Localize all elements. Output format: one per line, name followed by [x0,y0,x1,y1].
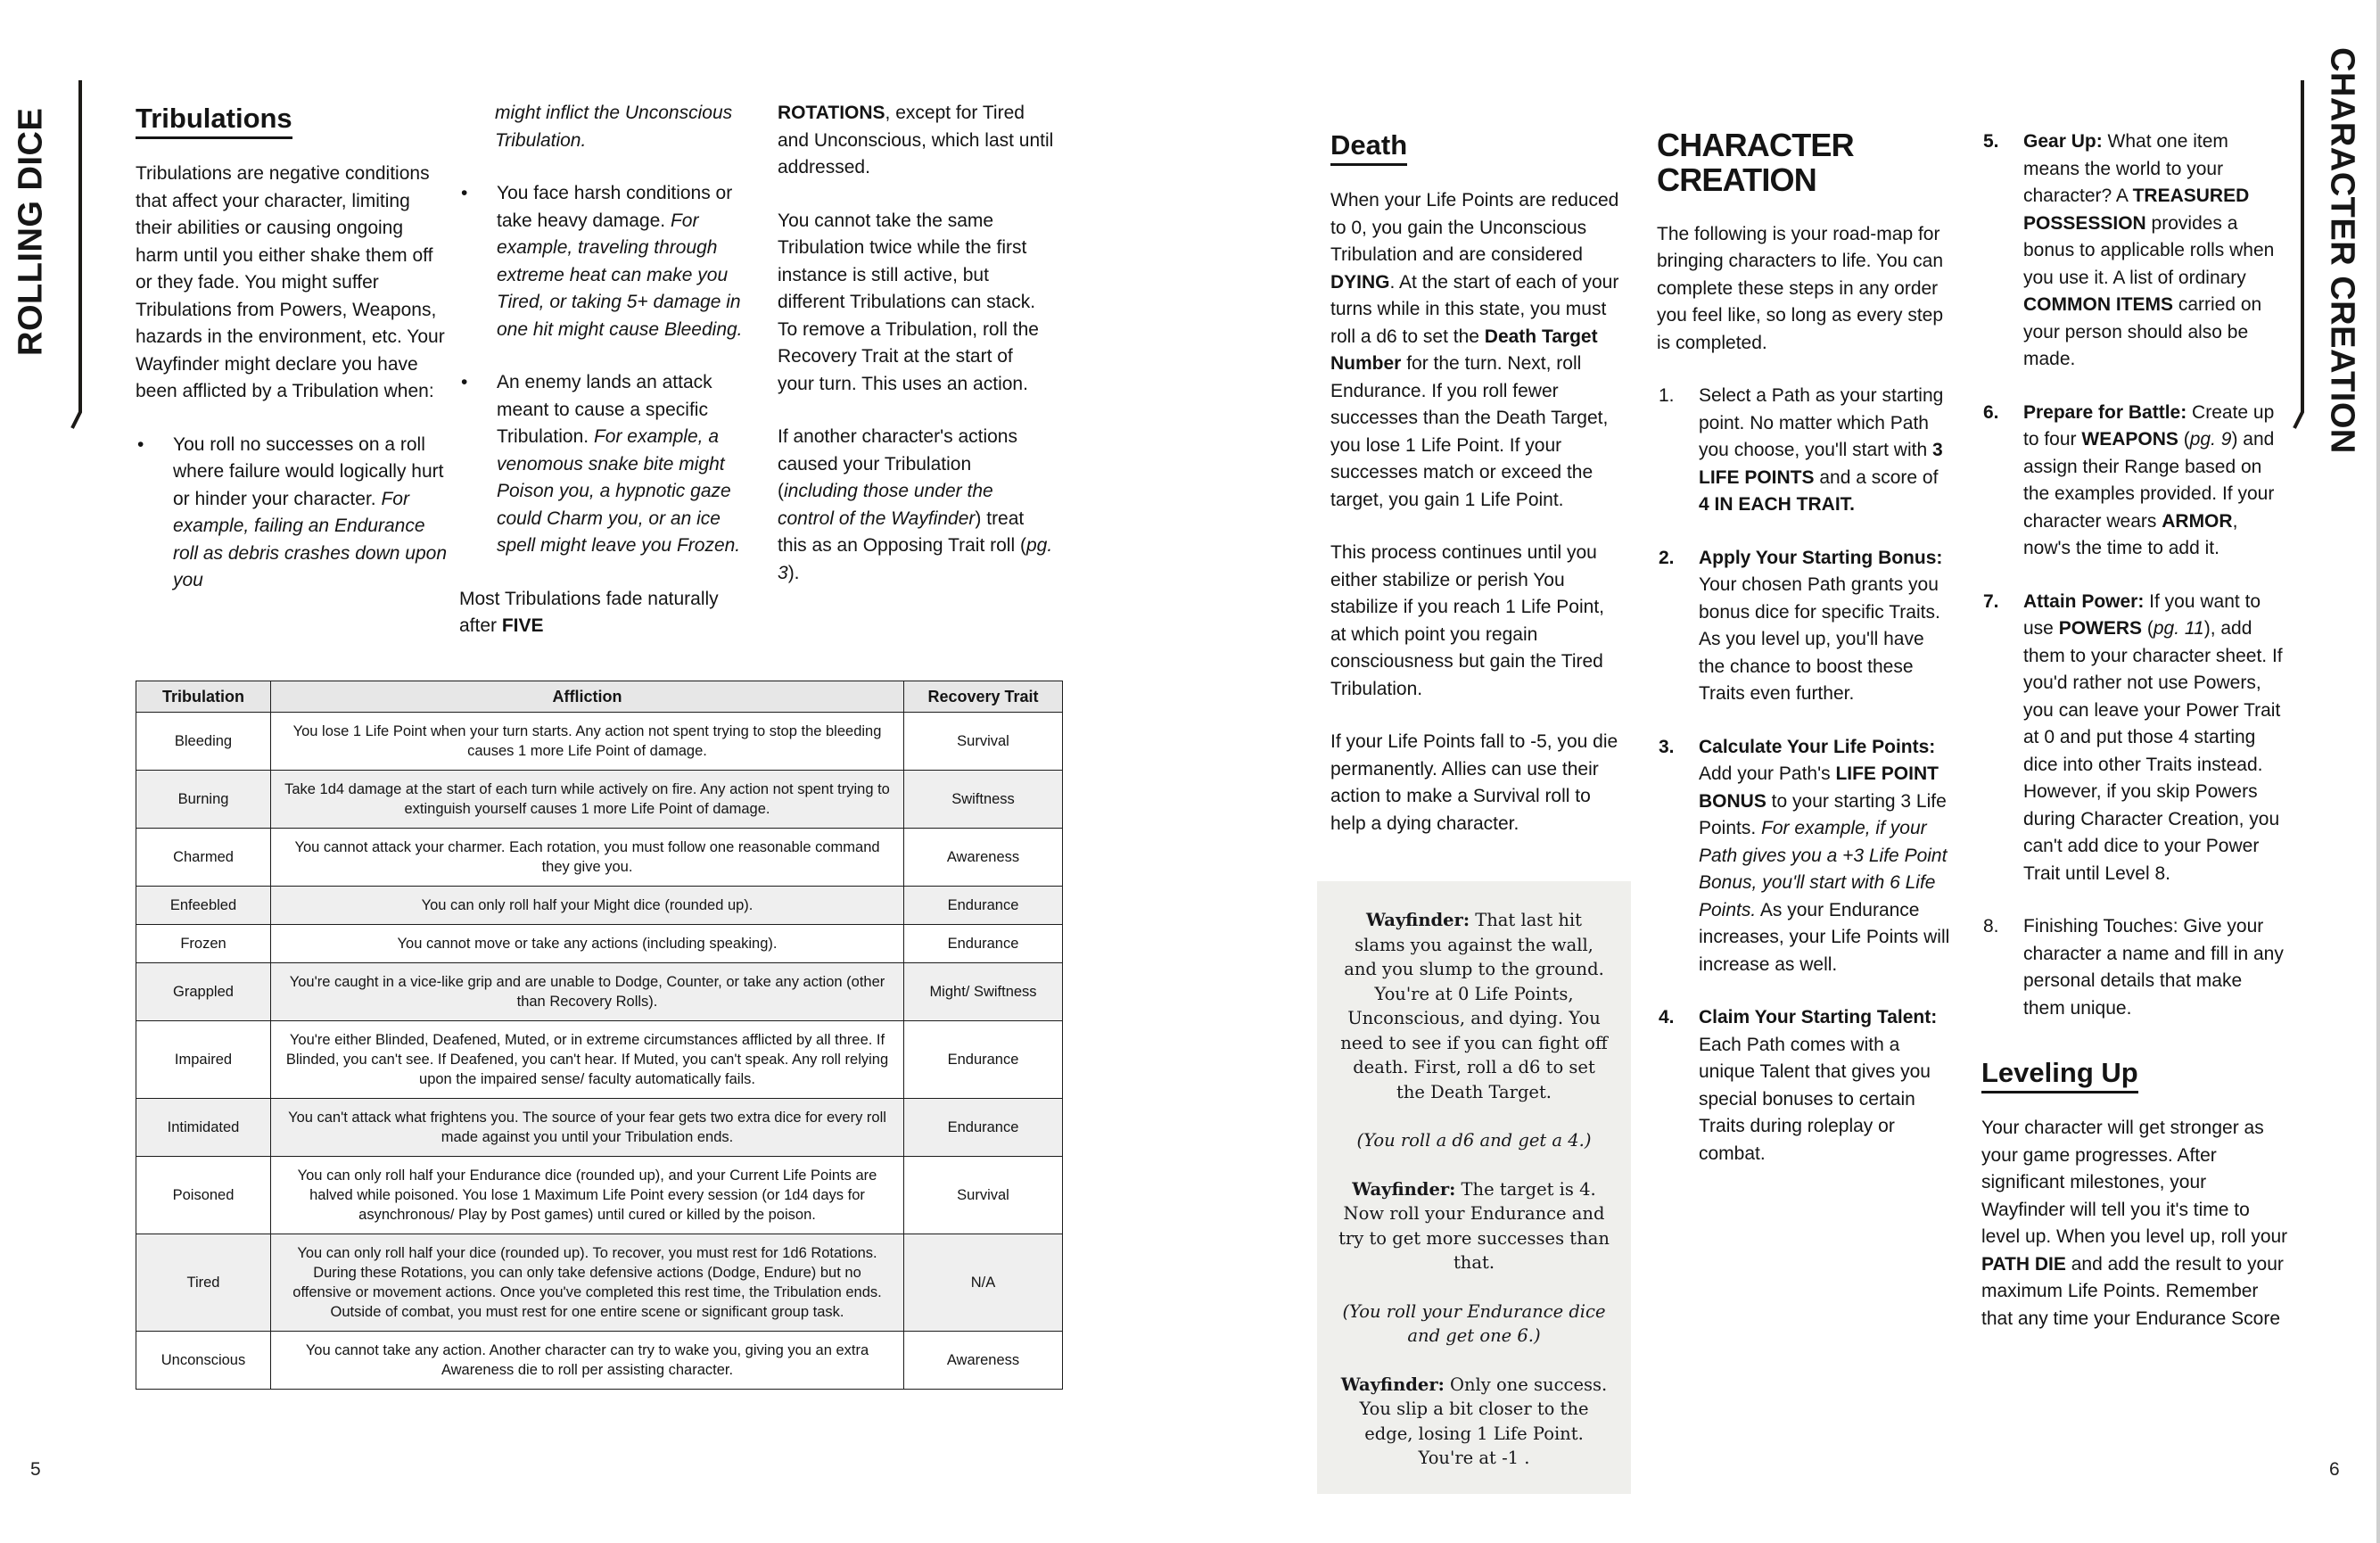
list-item-text [1699,545,1953,708]
tribulation-cell: Bleeding [136,713,271,771]
text-run: Finishing Touches: Give your character a name and fill in any personal details that make them unique. [2023,916,2284,1019]
table-row [136,887,1063,925]
text-run: The following is your road-map for bringing characters to life. You can complete these steps in any order you feel like, so long as every step is completed. [1657,223,1944,353]
text-run: (You roll a d6 and get a 4.) [1356,1130,1592,1151]
text-run: As your Endurance increases, your Life Points will increase as well. [1699,899,1950,975]
tribulation-cell: Grappled [136,963,271,1021]
affliction-cell: You're either Blinded, Deafened, Muted, or in extreme circumstances afflicted by all three. If Blinded, you can't see. If Deafened, you can't hear. If Muted, you can't speak. Any roll relying upon the impaired sense/ faculty automatically fails. [271,1021,904,1099]
list-marker: 8. [1983,916,1999,937]
list-item-text [2023,589,2288,888]
text-run: Only one success. You slip a bit closer to the edge, losing 1 Life Point. You're at -1 . [1359,1374,1608,1468]
text-run: pg. 9 [2189,429,2232,450]
affliction-cell: You cannot attack your charmer. Each rotation, you must follow one reasonable command they give you. [271,829,904,887]
text-run: FIVE [501,615,544,636]
affliction-cell: You can only roll half your dice (rounded up). To recover, you must rest for 1d6 Rotations. During these Rotations, you can only take defensive actions (Dodge, Endure) but no offensive or movement actions. Once you've completed this rest time, the Tribulation ends. Outside of combat, you must rest for one entire scene or significant group task. [271,1234,904,1332]
list-item-text [497,369,743,560]
text-run: 3 LIFE POINTS [1699,440,1943,488]
text-run: ), add them to your character sheet. If you'd rather not use Powers, you can leave your Power Trait at 0 and put those 4 starting dice into other Traits instead. However, if you skip Powers during Character Creation, you can't add dice to your Power Trait until Level 8. [2023,618,2283,884]
bullet-icon: • [461,183,468,203]
recovery-trait-cell: Endurance [904,925,1063,963]
text-run: carried on your person should also be made. [2023,294,2262,369]
recovery-trait-cell: Awareness [904,829,1063,887]
affliction-cell: Take 1d4 damage at the start of each turn while actively on fire. Any action not spent trying to extinguish yourself causes 1 more Life Point of damage. [271,771,904,829]
list-item [1657,383,1953,519]
tribulation-cell: Tired [136,1234,271,1332]
bullet-icon: • [137,433,144,455]
recovery-trait-cell: Endurance [904,1021,1063,1099]
affliction-cell: You're caught in a vice-like grip and are unable to Dodge, Counter, or take any action (other than Recovery Rolls). [271,963,904,1021]
list-item [136,432,449,595]
affliction-cell: You lose 1 Life Point when your turn starts. Any action not spent trying to stop the bleeding causes 1 more Life Point of damage. [271,713,904,771]
text-run: If you want to use [2023,590,2261,639]
text-run: ) and assign their Range based on the examples provided. If your character wears [2023,429,2275,532]
leveling-up-heading: Leveling Up [1981,1058,2288,1093]
list-marker: 5. [1983,131,1999,152]
table-row [136,771,1063,829]
list-item [459,180,743,343]
table-row [136,963,1063,1021]
text-run: including those under the control of the Wayfinder [778,481,993,529]
list-marker: 2. [1659,547,1675,568]
tribulations-paragraph [136,161,449,406]
table-row [136,1234,1063,1332]
list-marker: 1. [1659,385,1675,407]
affliction-cell: You can only roll half your Might dice (rounded up). [271,887,904,925]
list-item [1981,400,2288,563]
text-run: Death Target Number [1330,326,1598,375]
opposing-trait-paragraph [778,424,1054,587]
text-run: Gear Up: [2023,131,2103,152]
text-run: Add your Path's [1699,763,1836,785]
list-item-text [2023,913,2288,1022]
text-run: (You roll your Endurance dice and get one 6.) [1342,1300,1606,1346]
page-number-left: 5 [30,1459,41,1480]
text-run: Attain Power: [2023,590,2145,612]
page-edge [2376,0,2380,1543]
table-row [136,925,1063,963]
affliction-cell: You can't attack what frightens you. The source of your fear gets two extra dice for every roll made against you until your Tribulation ends. [271,1099,904,1157]
sidebar-divider-line-left [70,78,91,432]
leveling-up-paragraph [1981,1115,2288,1333]
table-row [136,713,1063,771]
tribulation-cell: Frozen [136,925,271,963]
text-run: Each Path comes with a unique Talent that gives you special bonuses to certain Traits during roleplay or combat. [1699,1034,1931,1164]
death-paragraph [1330,187,1621,514]
steps-and-leveling-column [1981,128,2288,1333]
text-run: If another character's actions caused your Tribulation ( [778,426,1017,501]
text-run: ( [2178,429,2190,450]
text-run: Most Tribulations fade naturally after [459,588,719,636]
text-run: This process continues until you either stabilize or perish You stabilize if you reach 1 Life Point, at which point you regain consciousness but gain the Tired Tribulation. [1330,542,1605,699]
tribulation-cell: Intimidated [136,1099,271,1157]
recovery-trait-cell: N/A [904,1234,1063,1332]
table-header-cell: Tribulation [136,681,271,713]
recovery-trait-cell: Endurance [904,1099,1063,1157]
table-header-cell: Recovery Trait [904,681,1063,713]
text-run: Calculate Your Life Points: [1699,736,1936,757]
text-run: Apply Your Starting Bonus: [1699,547,1943,568]
sidebar-divider-line-right [2292,78,2313,432]
character-creation-column [1657,128,1953,1168]
recovery-trait-cell: Awareness [904,1332,1063,1390]
bullet-icon: • [461,372,468,392]
text-run: For example, a venomous snake bite might Poison you, a hypnotic gaze could Charm you, or an ice spell might leave you Frozen. [497,426,741,556]
tribulation-cell: Impaired [136,1021,271,1099]
player-roll-note [1338,1128,1610,1153]
list-marker: 6. [1983,401,1999,423]
table-row [136,1157,1063,1234]
text-run: 4 IN EACH TRAIT. [1699,494,1856,516]
text-run: . At the start of each of your turns while in this state, you must roll a d6 to set the [1330,271,1619,347]
text-run: For example, if your Path gives you a +3 Life Point Bonus, you'll start with 6 Life Points. [1699,818,1948,920]
text-run: You face harsh conditions or take heavy damage. [497,183,733,231]
text-run: might inflict the Unconscious Tribulation. [495,103,733,151]
tribulation-cell: Unconscious [136,1332,271,1390]
stacking-paragraph [778,208,1054,399]
text-run: When your Life Points are reduced to 0, you gain the Unconscious Tribulation and are considered [1330,190,1619,266]
death-column [1330,130,1621,838]
text-run: An enemy lands an attack meant to cause a specific Tribulation. [497,372,712,447]
death-paragraph [1330,729,1621,838]
tribulation-cell: Charmed [136,829,271,887]
text-run: ). [787,562,800,583]
list-item-text [2023,400,2288,563]
list-item [1981,128,2288,374]
list-item [1981,589,2288,888]
page-number-right: 6 [2329,1459,2340,1480]
wayfinder-dialogue [1338,908,1610,1104]
wayfinder-dialogue [1338,1177,1610,1275]
player-roll-note [1338,1300,1610,1349]
text-run: Claim Your Starting Talent: [1699,1007,1938,1028]
text-run: PATH DIE [1981,1253,2066,1275]
text-run: , now's the time to add it. [2023,510,2238,558]
list-item [1981,913,2288,1022]
text-run: POWERS [2058,618,2143,639]
text-run: Tribulations are negative conditions that affect your character, limiting their abilities or causing ongoing harm until you either shake them off or they fade. You might suffer Tribulations from Powers, Weapons, hazards in the environment, etc. Your Wayfinder might declare you have been afflicted by a Tribulation when: [136,163,445,402]
tribulation-cell: Enfeebled [136,887,271,925]
wayfinder-dialogue [1338,1373,1610,1471]
text-run: ROTATIONS [778,103,885,123]
text-run: Wayfinder: [1340,1374,1445,1395]
text-run: ARMOR [2162,510,2233,532]
tribulation-cell: Burning [136,771,271,829]
list-item [459,369,743,560]
tribulations-column-1 [136,103,449,595]
list-item-text [1699,734,1953,979]
list-item-text [1699,1004,1953,1168]
wayfinder-example-box [1317,881,1631,1494]
text-run: Wayfinder: [1352,1178,1456,1200]
text-run: pg. 3 [778,535,1053,583]
text-run: What one item means the world to your character? A [2023,131,2228,206]
text-run: pg. 11 [2153,618,2204,639]
text-run: and a score of [1814,466,1939,488]
list-marker: 4. [1659,1007,1675,1028]
text-run: For example, traveling through extreme heat can make you Tired, or taking 5+ damage in one hit might cause Bleeding. [497,210,743,340]
text-run: ) treat this as an Opposing Trait roll ( [778,507,1026,556]
text-run: DYING [1330,271,1390,293]
list-item [1657,1004,1953,1168]
list-marker: 3. [1659,736,1675,757]
character-creation-steps-5-8 [1981,128,2288,1022]
death-heading: Death [1330,130,1621,166]
recovery-trait-cell: Survival [904,713,1063,771]
death-paragraph [1330,540,1621,703]
tribulations-heading: Tribulations [136,103,449,139]
list-item-text [173,432,449,595]
bullet-continuation-text [495,100,743,154]
tribulations-column-2 [459,100,743,640]
table-row [136,1099,1063,1157]
text-run: provides a bonus to applicable rolls when you use it. A list of ordinary [2023,212,2275,288]
text-run: and add the result to your maximum Life Points. Remember that any time your Endurance Score [1981,1253,2284,1329]
text-run: for the turn. Next, roll Endurance. If you roll fewer successes than the Death Target, you lose 1 Life Point. If your successes match or exceed the target, you gain 1 Life Point. [1330,353,1609,510]
affliction-cell: You cannot move or take any actions (including speaking). [271,925,904,963]
affliction-cell: You cannot take any action. Another character can try to wake you, giving you an extra Awareness die to roll per assisting character. [271,1332,904,1390]
table-row [136,829,1063,887]
character-creation-sidebar-label: CHARACTER CREATION [2323,47,2361,454]
text-run: COMMON ITEMS [2023,294,2173,315]
list-item [1657,545,1953,708]
table-header-cell: Affliction [271,681,904,713]
tribulations-table [136,681,1063,1390]
text-run: Your chosen Path grants you bonus dice for specific Traits. As you level up, you'll have the chance to boost these Traits even further. [1699,574,1940,705]
recovery-trait-cell: Survival [904,1157,1063,1234]
text-run: to your starting 3 Life Points. [1699,790,1947,839]
table-row [136,1021,1063,1099]
affliction-cell: You can only roll half your Endurance dice (rounded up), and your Current Life Points are halved while poisoned. You lose 1 Maximum Life Point every session (or 1d4 days for asynchronous/ Play by Post games) until cured or killed by the poison. [271,1157,904,1234]
text-run: Select a Path as your starting point. No matter which Path you choose, you'll start with [1699,385,1944,461]
recovery-trait-cell: Might/ Swiftness [904,963,1063,1021]
text-run: Prepare for Battle: [2023,401,2187,423]
character-creation-steps-1-4 [1657,383,1953,1168]
text-run: For example, failing an Endurance roll as debris crashes down upon you [173,488,448,591]
list-item-text [2023,128,2288,374]
tribulation-cell: Poisoned [136,1157,271,1234]
list-item-text [497,180,743,343]
text-run: The target is 4. Now roll your Endurance and try to get more successes than that. [1338,1178,1610,1273]
text-run: You roll no successes on a roll where failure would logically hurt or hinder your character. [173,433,444,509]
list-item [1657,734,1953,979]
text-run: That last hit slams you against the wall, and you slump to the ground. You're at 0 Life Points, Unconscious, and dying. You need to see if you can fight off death. First, roll a d6 to set the Death Target. [1340,910,1608,1102]
text-run: , except for Tired and Unconscious, which last until addressed. [778,103,1054,177]
character-creation-heading: CHARACTER CREATION [1657,127,1854,198]
character-creation-intro [1657,221,1953,358]
list-marker: 7. [1983,590,1999,612]
text-run: Your character will get stronger as your game progresses. After significant milestones, your Wayfinder will tell you it's time to level up. When you level up, roll your [1981,1118,2288,1248]
list-item-text [1699,383,1953,519]
text-run: If your Life Points fall to -5, you die permanently. Allies can use their action to make a Survival roll to help a dying character. [1330,731,1618,834]
text-run: TREASURED POSSESSION [2023,186,2250,234]
recovery-trait-cell: Endurance [904,887,1063,925]
text-run: LIFE POINT BONUS [1699,763,1939,812]
text-run: ( [2142,618,2154,639]
text-run: WEAPONS [2081,429,2178,450]
table-row [136,1332,1063,1390]
table-header-row [136,681,1063,713]
tribulations-column-3 [778,100,1054,587]
text-run: Create up to four [2023,401,2275,450]
recovery-trait-cell: Swiftness [904,771,1063,829]
tribulations-fade-note [459,586,743,640]
rolling-dice-sidebar-label: ROLLING DICE [12,107,50,357]
text-run: Wayfinder: [1365,910,1470,930]
text-run: You cannot take the same Tribulation twice while the first instance is still active, but different Tribulations can stack. To remove a Tribulation, roll the Recovery Trait at the start of your turn. This uses an action. [778,210,1039,394]
table-row [136,681,1063,713]
rotations-paragraph [778,100,1054,182]
